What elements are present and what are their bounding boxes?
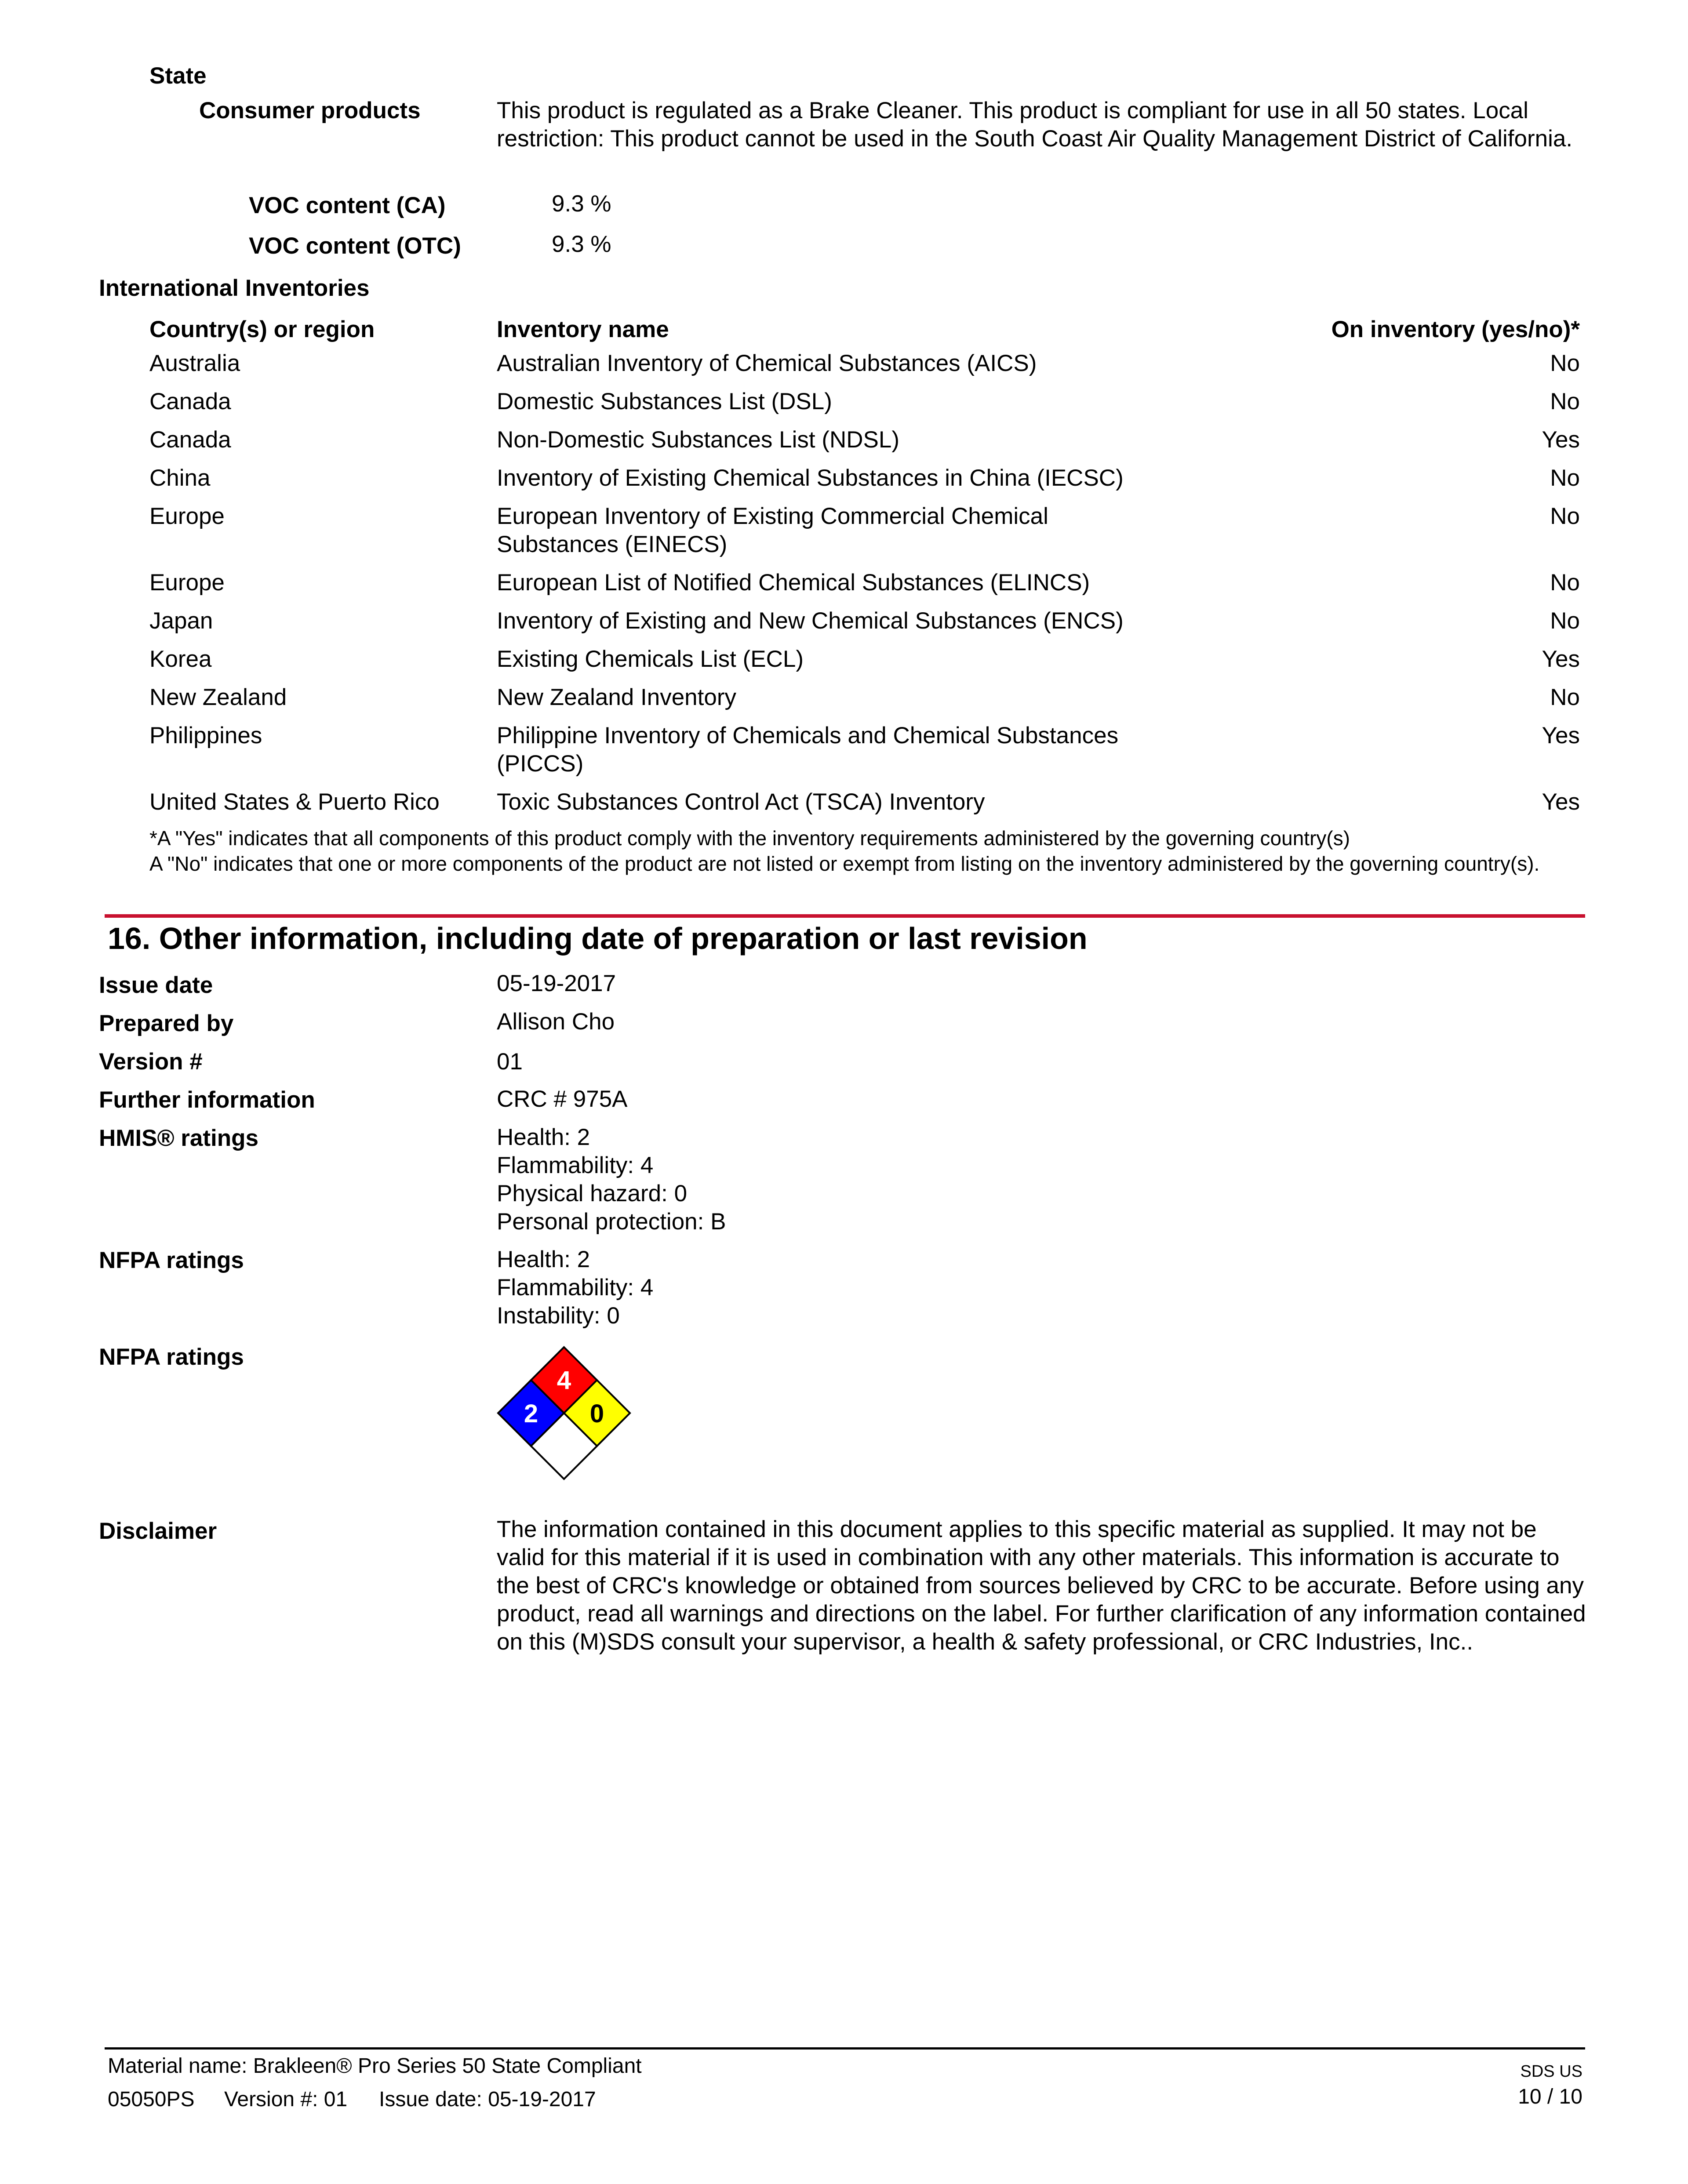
nfpa-diamond	[496, 1345, 632, 1481]
footer-product-code: 05050PS	[108, 2088, 195, 2111]
section-divider	[105, 914, 1585, 918]
row-inventory-name: European List of Notified Chemical Substances (ELINCS)	[497, 570, 1090, 596]
column-header-inventory: Inventory name	[497, 316, 669, 342]
hmis-health: Health: 2	[497, 1124, 590, 1150]
voc-otc-value: 9.3 %	[552, 231, 611, 257]
state-heading: State	[149, 63, 207, 89]
disclaimer-text: The information contained in this document applies to this specific material as supplied. It may not be valid for this material if it is used in combination with any other materials. This information is accurate to the best of CRC's knowledge or obtained from sources believed by CRC to be accurate. Before using any product, read all warnings and directions on the label. For further clarification of any information contained on this (M)SDS consult your supervisor, a health & safety professional, or CRC Industries, Inc..	[497, 1516, 1586, 1655]
nfpa-instability-number: 0	[589, 1399, 604, 1428]
inventory-note-yes: *A "Yes" indicates that all components of this product comply with the inventory requirements administered by the governing country(s)	[149, 827, 1350, 850]
row-country: Canada	[149, 427, 231, 453]
row-on-inventory: No	[1550, 684, 1580, 710]
row-on-inventory: No	[1550, 608, 1580, 634]
version-value: 01	[497, 1049, 523, 1075]
nfpa-health-number: 2	[524, 1399, 538, 1428]
row-on-inventory: No	[1550, 503, 1580, 529]
nfpa-diagram-label: NFPA ratings	[99, 1344, 244, 1370]
voc-ca-value: 9.3 %	[552, 191, 611, 217]
row-country: United States & Puerto Rico	[149, 789, 440, 815]
footer-material-name: Material name: Brakleen® Pro Series 50 State Compliant	[108, 2054, 642, 2078]
footer-divider	[105, 2047, 1585, 2050]
row-country: China	[149, 465, 211, 491]
hmis-physical-hazard: Physical hazard: 0	[497, 1181, 688, 1206]
prepared-by-label: Prepared by	[99, 1010, 234, 1036]
consumer-products-label: Consumer products	[199, 98, 421, 124]
hmis-personal-protection: Personal protection: B	[497, 1209, 726, 1235]
inventories-heading: International Inventories	[99, 275, 370, 301]
issue-date-label: Issue date	[99, 972, 213, 998]
hmis-ratings-label: HMIS® ratings	[99, 1125, 258, 1151]
row-inventory-name: Inventory of Existing and New Chemical Substances (ENCS)	[497, 608, 1124, 634]
further-information-label: Further information	[99, 1087, 315, 1113]
prepared-by-value: Allison Cho	[497, 1009, 615, 1035]
row-on-inventory: No	[1550, 570, 1580, 596]
nfpa-flammability-number: 4	[557, 1366, 571, 1395]
voc-otc-label: VOC content (OTC)	[249, 233, 461, 259]
row-country: New Zealand	[149, 684, 287, 710]
issue-date-value: 05-19-2017	[497, 970, 616, 996]
row-inventory-name: Australian Inventory of Chemical Substances (AICS)	[497, 350, 1037, 376]
hmis-flammability: Flammability: 4	[497, 1152, 654, 1178]
row-country: Japan	[149, 608, 213, 634]
row-on-inventory: Yes	[1542, 427, 1580, 453]
row-on-inventory: No	[1550, 465, 1580, 491]
row-on-inventory: No	[1550, 350, 1580, 376]
row-on-inventory: Yes	[1542, 789, 1580, 815]
row-inventory-name: Toxic Substances Control Act (TSCA) Inventory	[497, 789, 985, 815]
nfpa-flammability: Flammability: 4	[497, 1275, 654, 1301]
disclaimer-label: Disclaimer	[99, 1518, 217, 1544]
row-inventory-name: Domestic Substances List (DSL)	[497, 389, 832, 414]
section-16-title: 16. Other information, including date of preparation or last revision	[108, 921, 1088, 956]
footer-version: Version #: 01	[224, 2088, 348, 2111]
column-header-on-inventory: On inventory (yes/no)*	[1331, 316, 1580, 342]
row-inventory-name: New Zealand Inventory	[497, 684, 737, 710]
row-country: Europe	[149, 503, 225, 529]
row-country: Korea	[149, 646, 212, 672]
row-inventory-name: Philippine Inventory of Chemicals and Chemical Substances (PICCS)	[497, 723, 1119, 777]
row-country: Europe	[149, 570, 225, 596]
footer-page-number: 10 / 10	[1518, 2085, 1582, 2108]
version-label: Version #	[99, 1049, 203, 1075]
row-on-inventory: Yes	[1542, 646, 1580, 672]
row-inventory-name: Existing Chemicals List (ECL)	[497, 646, 804, 672]
row-country: Philippines	[149, 723, 262, 749]
row-inventory-name: Inventory of Existing Chemical Substances in China (IECSC)	[497, 465, 1124, 491]
row-inventory-name: European Inventory of Existing Commercial Chemical Substances (EINECS)	[497, 503, 1048, 557]
further-information-value: CRC # 975A	[497, 1086, 628, 1112]
row-country: Canada	[149, 389, 231, 414]
row-on-inventory: Yes	[1542, 723, 1580, 749]
row-inventory-name: Non-Domestic Substances List (NDSL)	[497, 427, 900, 453]
footer-issue-date: Issue date: 05-19-2017	[379, 2088, 596, 2111]
row-country: Australia	[149, 350, 240, 376]
consumer-products-text: This product is regulated as a Brake Cleaner. This product is compliant for use in all 50 states. Local restriction: This product cannot be used in the South Coast Air Quality Management District of California.	[497, 98, 1573, 152]
nfpa-health: Health: 2	[497, 1246, 590, 1272]
nfpa-ratings-label: NFPA ratings	[99, 1247, 244, 1273]
column-header-country: Country(s) or region	[149, 316, 375, 342]
inventory-note-no: A "No" indicates that one or more components of the product are not listed or exempt from listing on the inventory administered by the governing country(s).	[149, 852, 1540, 875]
footer-doc-type: SDS US	[1520, 2062, 1582, 2081]
nfpa-instability: Instability: 0	[497, 1303, 620, 1329]
voc-ca-label: VOC content (CA)	[249, 193, 446, 218]
row-on-inventory: No	[1550, 389, 1580, 414]
